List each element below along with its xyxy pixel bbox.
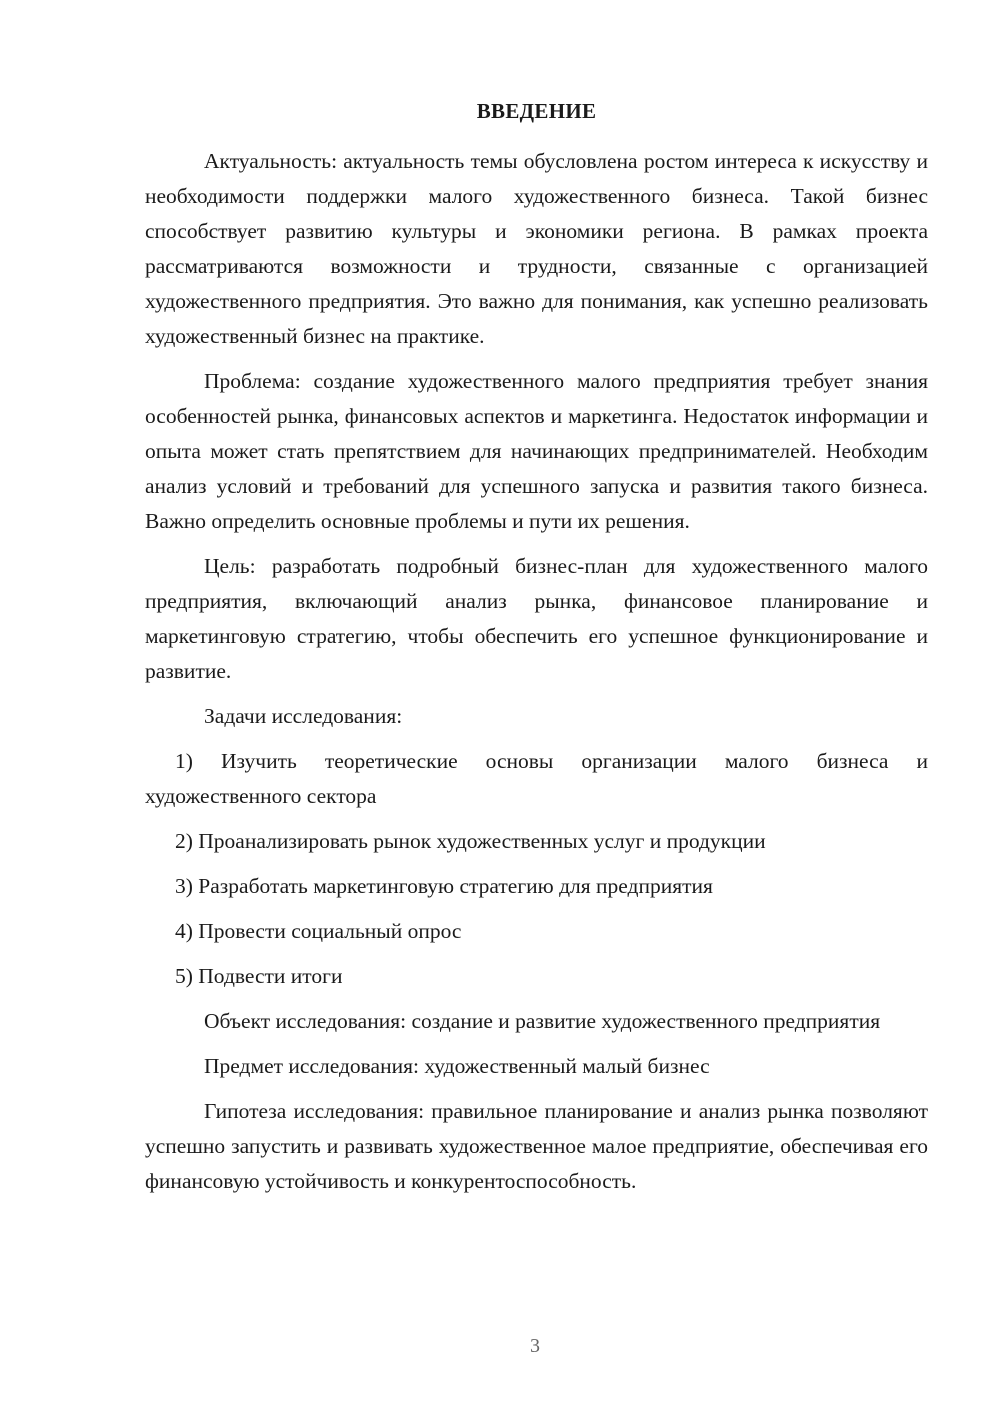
- task-item-2: 2) Проанализировать рынок художественных услуг и продукции: [175, 829, 766, 853]
- task-item-1: 1) Изучить теоретические основы организации малого бизнеса и художественного сектора: [145, 749, 928, 808]
- problem-paragraph: Проблема: создание художественного малого предприятия требует знания особенностей рынка, финансовых аспектов и маркетинга. Недостаток информации и опыта может стать препятствием для начинающих предпринимателей. Необходим анализ условий и требований для успешного запуска и развития такого бизнеса. Важно определить основные проблемы и пути их решения.: [145, 369, 928, 533]
- hypothesis-paragraph: Гипотеза исследования: правильное планирование и анализ рынка позволяют успешно запустить и развивать художественное малое предприятие, обеспечивая его финансовую устойчивость и конкурентоспособность.: [145, 1099, 928, 1193]
- task-item-5: 5) Подвести итоги: [175, 964, 343, 988]
- relevance-paragraph: Актуальность: актуальность темы обусловлена ростом интереса к искусству и необходимости поддержки малого художественного бизнеса. Такой бизнес способствует развитию культуры и экономики региона. В рамках проекта рассматриваются возможности и трудности, связанные с организацией художественного предприятия. Это важно для понимания, как успешно реализовать художественный бизнес на практике.: [145, 149, 928, 348]
- page-number: 3: [530, 1335, 540, 1357]
- task-item-3: 3) Разработать маркетинговую стратегию для предприятия: [175, 874, 713, 898]
- goal-paragraph: Цель: разработать подробный бизнес-план для художественного малого предприятия, включающий анализ рынка, финансовое планирование и маркетинговую стратегию, чтобы обеспечить его успешное функционирование и развитие.: [145, 554, 928, 683]
- tasks-heading: Задачи исследования:: [204, 704, 403, 728]
- subject-paragraph: Предмет исследования: художественный малый бизнес: [204, 1054, 710, 1078]
- page-title: ВВЕДЕНИЕ: [476, 99, 597, 123]
- object-paragraph: Объект исследования: создание и развитие художественного предприятия: [204, 1009, 881, 1033]
- tasks-list: [145, 744, 928, 994]
- task-item-4: 4) Провести социальный опрос: [175, 919, 462, 943]
- document-page: [145, 96, 928, 1209]
